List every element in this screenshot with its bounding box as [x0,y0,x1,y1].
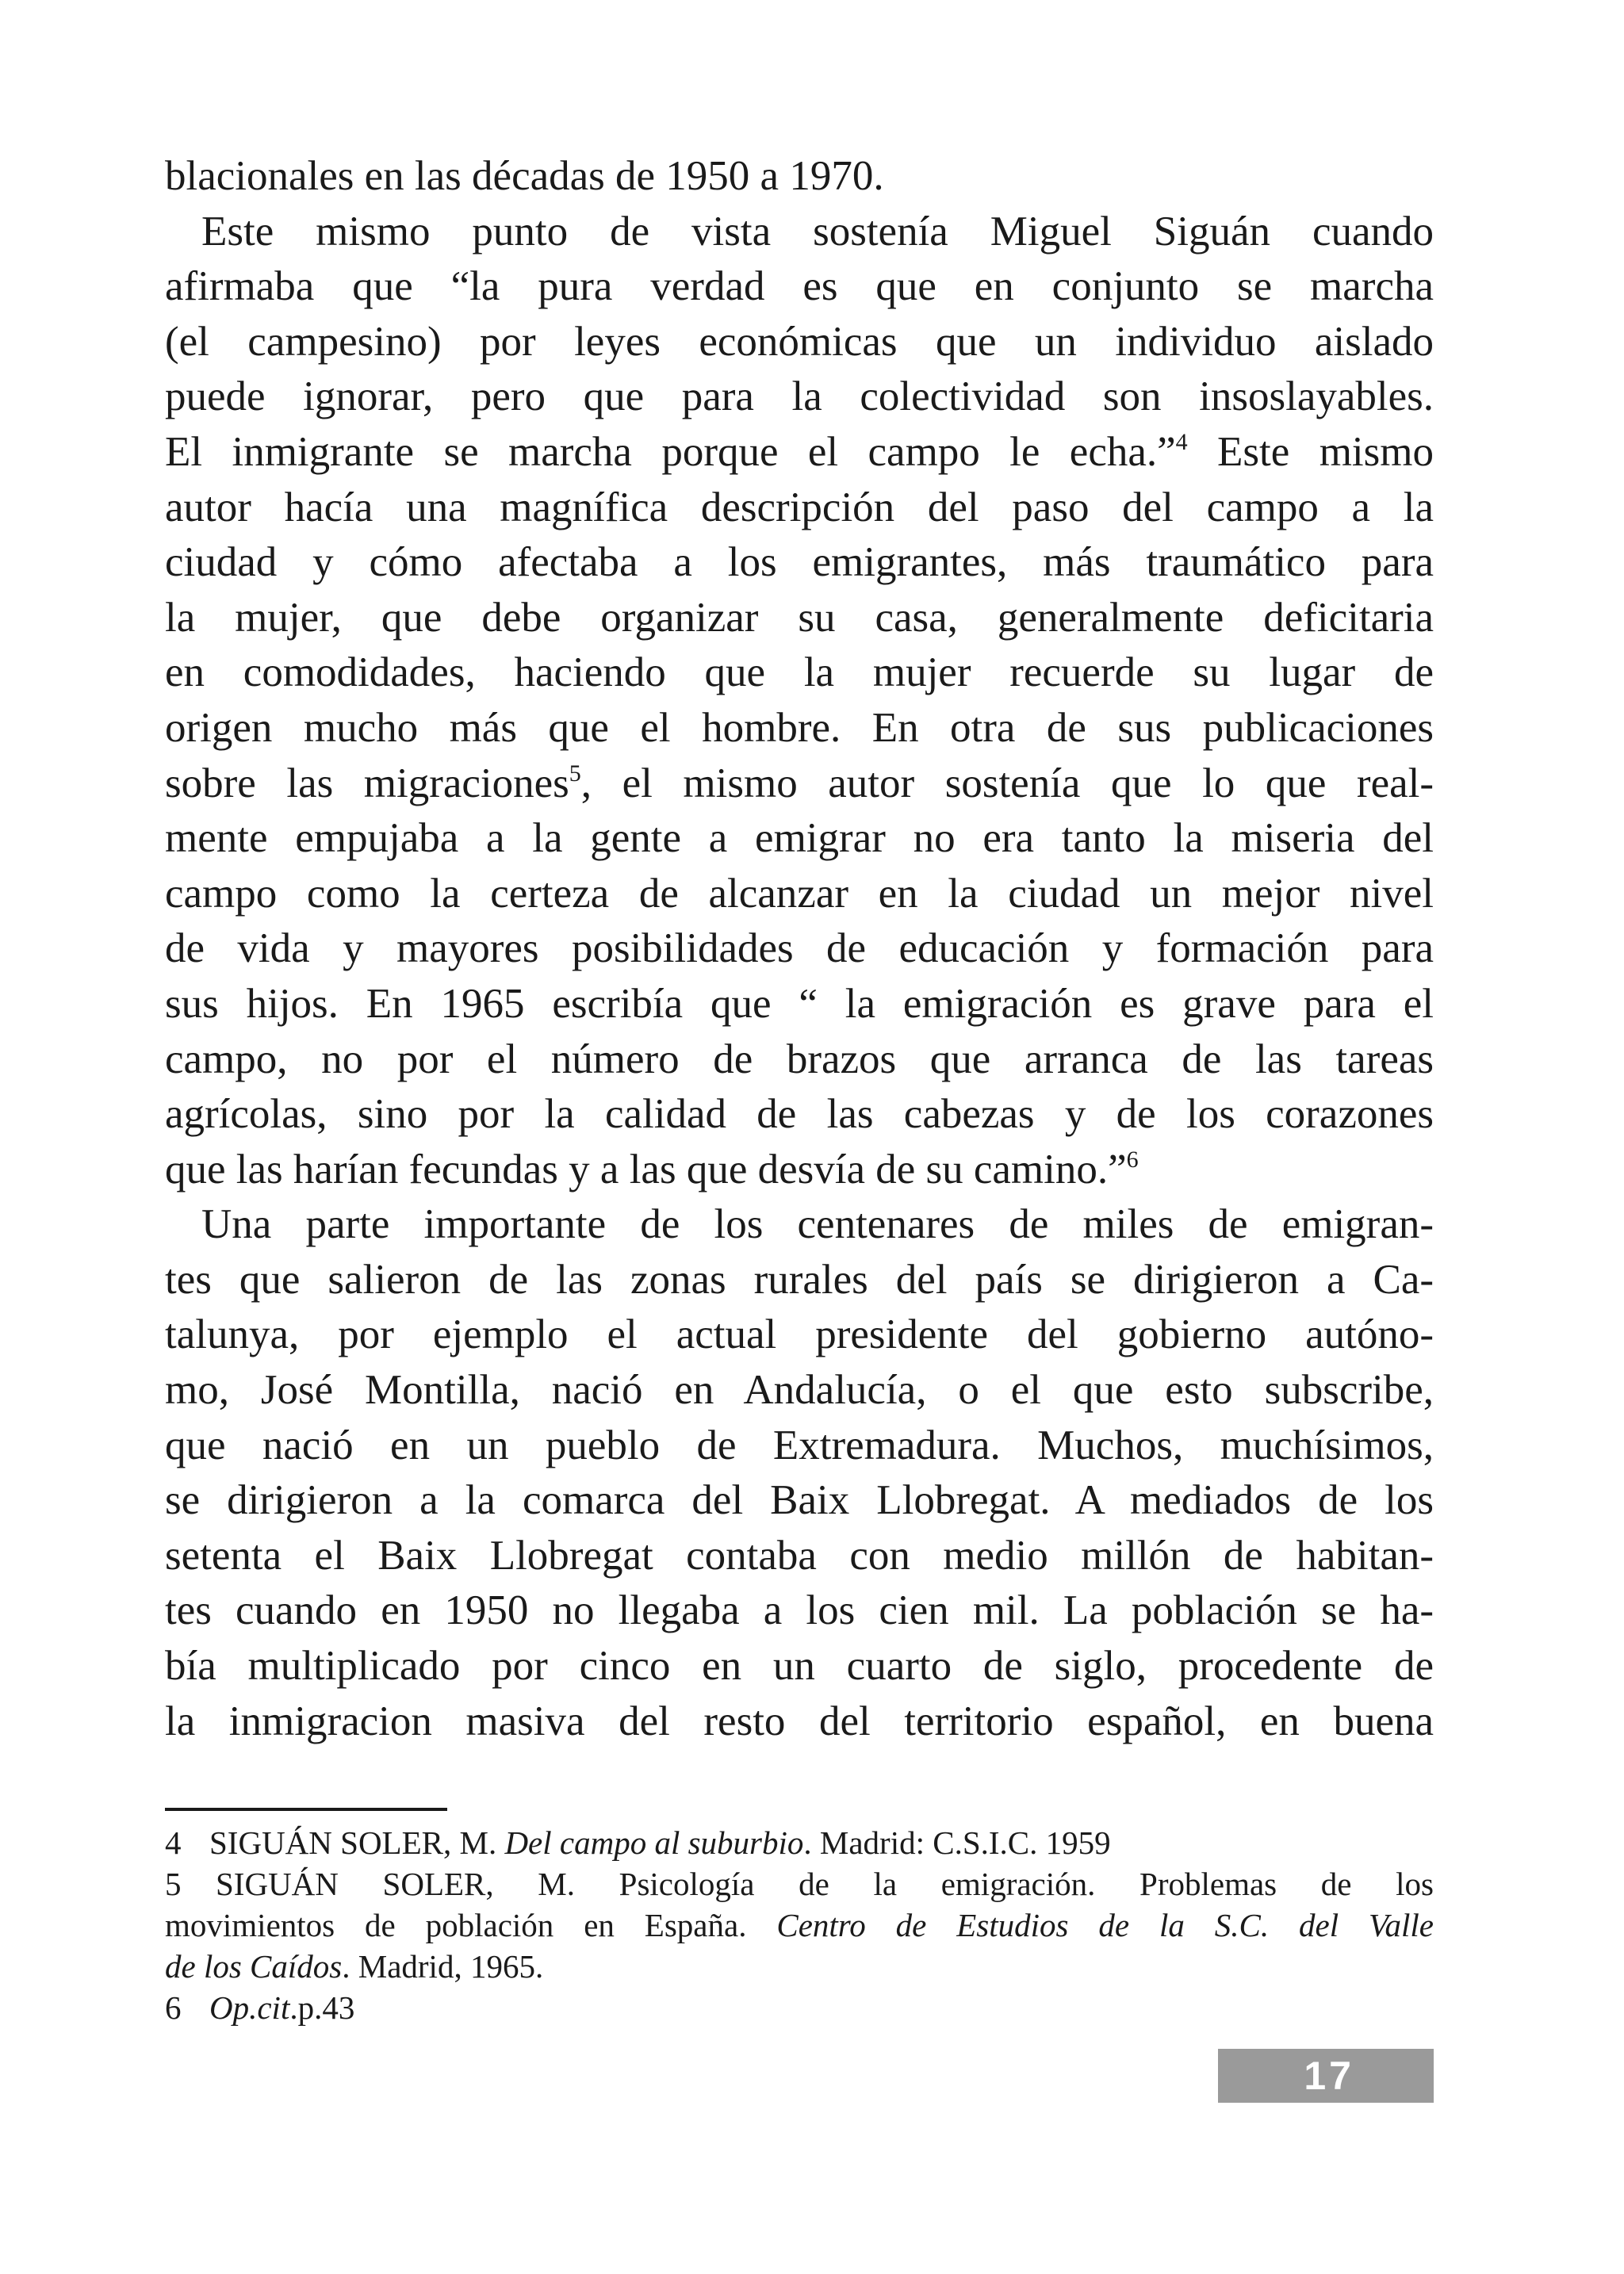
footnote-divider [165,1808,447,1811]
text-line: agrícolas, sino por la calidad de las cabezas y de los corazones [165,1091,1434,1138]
footnote-ref: 4 [1175,428,1188,455]
text-segment: que las harían fecundas y a las que desvía de su camino.” [165,1146,1127,1193]
text-line [165,756,1434,812]
footnote-ref: 5 [569,760,581,787]
page-number: 17 [1304,2054,1354,2098]
text-line: de vida y mayores posibilidades de educación y formación para [165,925,1434,972]
footnote-title: Centro de Estudios de la S.C. del Valle [776,1907,1434,1943]
text-segment: El inmigrante se marcha porque el campo le echa.” [165,428,1176,475]
text-line: en comodidades, haciendo que la mujer recuerde su lugar de [165,649,1434,696]
body-text [165,149,1434,1749]
footnote-text: SIGUÁN SOLER, M. Psicología de la emigración. Problemas de los [216,1866,1434,1902]
footnote-5-line-3 [165,1946,1434,1987]
text-line: afirmaba que “la pura verdad es que en conjunto se marcha [165,263,1434,310]
text-line: tes cuando en 1950 no llegaba a los cien mil. La población se ha- [165,1587,1434,1634]
footnote-number: 4 [165,1824,182,1861]
footnote-number: 5 [165,1866,182,1902]
text-line: origen mucho más que el hombre. En otra de sus publicaciones [165,704,1434,751]
text-line: blacionales en las décadas de 1950 a 1970. [165,153,884,199]
text-segment: sobre las migraciones [165,760,569,806]
text-line: campo, no por el número de brazos que arranca de las tareas [165,1036,1434,1082]
footnote-text: movimientos de población en España. [165,1907,777,1943]
footnote-ref: 6 [1126,1146,1139,1173]
text-line: la inmigracion masiva del resto del territorio español, en buena [165,1698,1434,1744]
text-line: se dirigieron a la comarca del Baix Llobregat. A mediados de los [165,1477,1434,1524]
footnote-rest: .p.43 [289,1989,355,2026]
text-line: Una parte importante de los centenares de miles de emigran- [201,1201,1434,1248]
footnote-number: 6 [165,1989,182,2026]
text-line: campo como la certeza de alcanzar en la ciudad un mejor nivel [165,870,1434,917]
text-line: Este mismo punto de vista sostenía Miguel Siguán cuando [201,208,1434,255]
footnote-5 [165,1863,1434,1905]
text-line: bía multiplicado por cinco en un cuarto de siglo, procedente de [165,1643,1434,1690]
footnote-5-line-2 [165,1905,1434,1946]
text-line: talunya, por ejemplo el actual presidente del gobierno autóno- [165,1311,1434,1358]
footnote-title: Op.cit [209,1989,290,2026]
text-line: sus hijos. En 1965 escribía que “ la emigración es grave para el [165,980,1434,1027]
text-line: tes que salieron de las zonas rurales del país se dirigieron a Ca- [165,1256,1434,1303]
text-line: ciudad y cómo afectaba a los emigrantes, más traumático para [165,539,1434,586]
text-line: la mujer, que debe organizar su casa, generalmente deficitaria [165,594,1434,641]
text-line: mo, José Montilla, nació en Andalucía, o el que esto subscribe, [165,1367,1434,1414]
text-line: (el campesino) por leyes económicas que un individuo aislado [165,318,1434,365]
footnote-4 [165,1822,1434,1863]
text-line: que nació en un pueblo de Extremadura. Muchos, muchísimos, [165,1422,1434,1468]
footnote-title: Del campo al suburbio [504,1824,804,1861]
footnote-rest: . Madrid: C.S.I.C. 1959 [803,1824,1111,1861]
text-line: puede ignorar, pero que para la colectividad son insoslayables. [165,373,1434,420]
footnote-title: de los Caídos [165,1948,343,1985]
text-line: mente empujaba a la gente a emigrar no era tanto la miseria del [165,815,1434,862]
footnotes [165,1822,1434,2028]
text-line: autor hacía una magnífica descripción del paso del campo a la [165,484,1434,530]
footnote-6 [165,1987,1434,2028]
text-segment: , el mismo autor sostenía que lo que real- [580,760,1434,806]
text-segment: Este mismo [1187,428,1434,475]
footnote-rest: . Madrid, 1965. [342,1948,544,1985]
text-line [165,1143,1434,1198]
page-number-tab [1218,2049,1434,2103]
text-line: setenta el Baix Llobregat contaba con medio millón de habitan- [165,1532,1434,1579]
footnote-author: SIGUÁN SOLER, M. [209,1824,505,1861]
text-line [165,425,1434,480]
